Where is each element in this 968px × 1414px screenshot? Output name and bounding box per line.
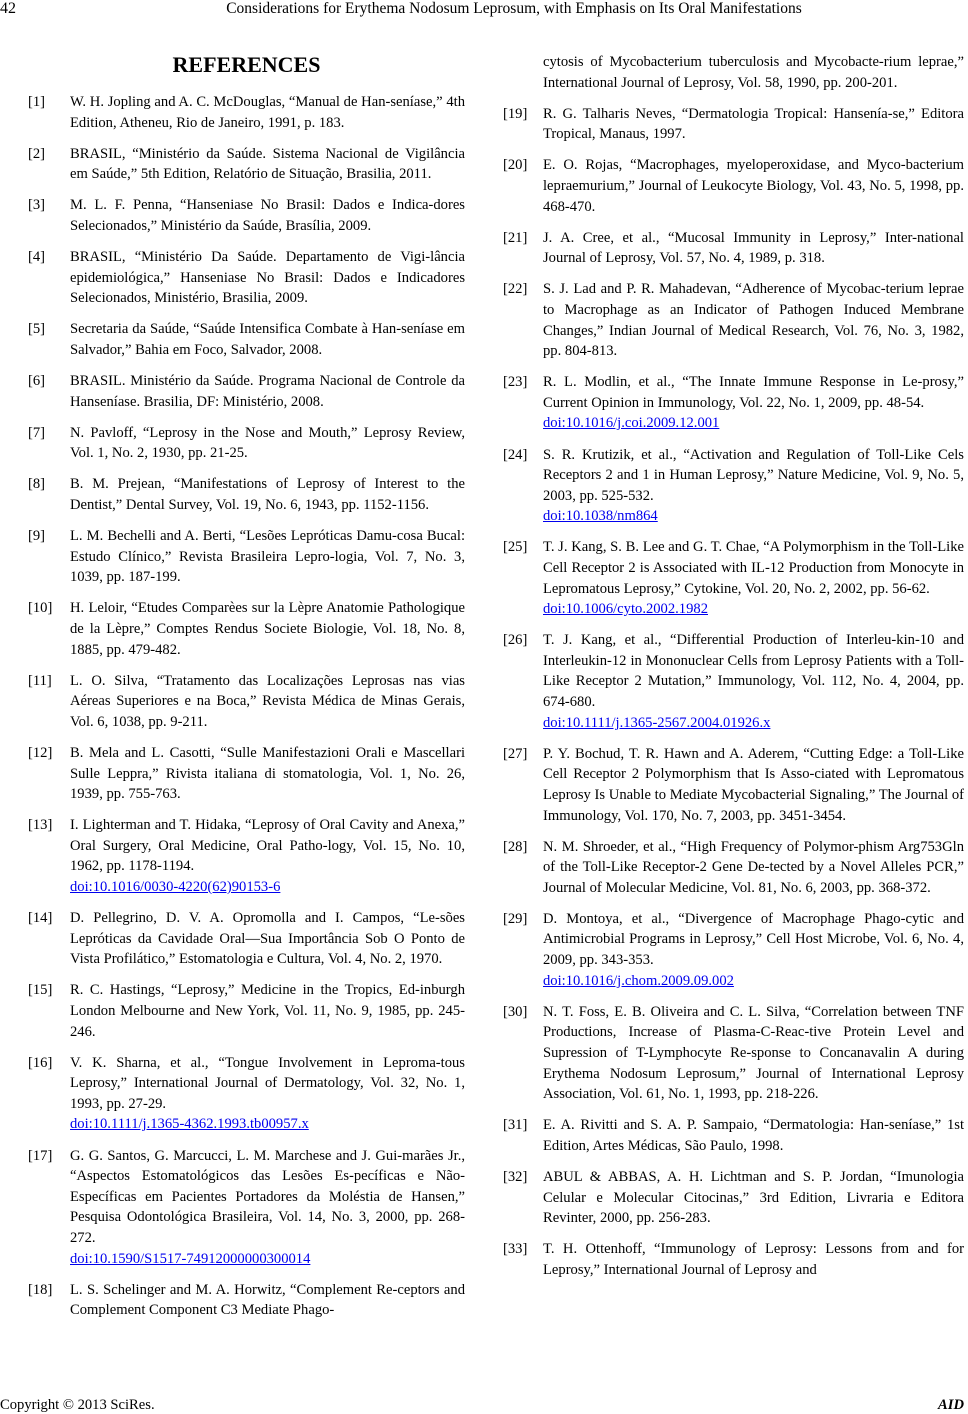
reference-text: T. J. Kang, S. B. Lee and G. T. Chae, “A Polymorphism in the Toll-Like Cell Receptor 2 is Associated with IL-12 Production from Monocyte in Lepromatous Leprosy,” Cytokine, Vol. 20, No. 2, 2002, pp. 56-62. <box>543 539 964 597</box>
reference-text: B. Mela and L. Casotti, “Sulle Manifestazioni Orali e Mascellari Sulle Leppra,” Rivista italiana di stomatologia, Vol. 1, No. 26, 1939, pp. 755-763. <box>70 744 465 803</box>
reference-text: N. Pavloff, “Leprosy in the Nose and Mouth,” Leprosy Review, Vol. 1, No. 2, 1930, pp. 21-25. <box>70 424 465 462</box>
reference-text: L. O. Silva, “Tratamento das Localizações Leprosas nas vias Aéreas Superiores e na Boca,” Revista Médica de Minas Gerais, Vol. 6, 1038, pp. 9-211. <box>70 672 465 730</box>
doi-link[interactable]: doi:10.1038/nm864 <box>543 508 658 525</box>
reference-number: [14] <box>28 910 53 927</box>
reference-text: V. K. Sharna, et al., “Tongue Involvement in Leproma-tous Leprosy,” International Journal of Dermatology, Vol. 32, No. 1, 1993, pp. 27-29. <box>70 1054 465 1112</box>
reference-item <box>28 980 465 1042</box>
reference-item <box>28 319 465 360</box>
reference-item <box>28 598 465 660</box>
reference-item <box>28 526 465 588</box>
reference-number: [2] <box>28 145 46 162</box>
reference-number: [10] <box>28 600 53 617</box>
reference-text: D. Montoya, et al., “Divergence of Macrophage Phago-cytic and Antimicrobial Programs in Leprosy,” Cell Host Microbe, Vol. 6, No. 4, 2009, pp. 343-353. <box>543 910 964 969</box>
doi-link[interactable]: doi:10.1016/j.chom.2009.09.002 <box>543 972 734 989</box>
reference-item <box>503 1002 964 1105</box>
reference-number: [33] <box>503 1241 528 1258</box>
reference-text: S. J. Lad and P. R. Mahadevan, “Adherence of Mycobac-terium leprae to Macrophage as an Indicator of Pathogen Induced Membrane Changes,” Indian Journal of Medical Research, Vol. 76, No. 3, 1982, pp. 804-813. <box>543 281 964 360</box>
reference-text: D. Pellegrino, D. V. A. Opromolla and I. Campos, “Le-sões Lepróticas da Cavidade Oral—Sua Importância Sob O Ponto de Vista Profilático,” Estomatologia e Cultura, Vol. 4, No. 2, 1970. <box>70 910 465 968</box>
reference-text: I. Lighterman and T. Hidaka, “Leprosy of Oral Cavity and Anexa,” Oral Surgery, Oral Medicine, Oral Patho-logy, Vol. 15, No. 10, 1962, pp. 1178-1194. <box>70 817 465 875</box>
reference-item <box>28 815 465 897</box>
reference-item <box>28 92 465 133</box>
reference-number: [24] <box>503 446 528 463</box>
doi-link[interactable]: doi:10.1006/cyto.2002.1982 <box>543 601 708 618</box>
reference-item <box>28 371 465 412</box>
reference-item <box>503 909 964 991</box>
reference-text: BRASIL, “Ministério da Saúde. Sistema Nacional de Vigilância em Saúde,” 5th Edition, Relatório de Situação, Brasilia, 2011. <box>70 145 465 183</box>
reference-number: [22] <box>503 281 528 298</box>
reference-number: [4] <box>28 249 46 266</box>
doi-link[interactable]: doi:10.1016/0030-4220(62)90153-6 <box>70 879 281 895</box>
doi-link[interactable]: doi:10.1111/j.1365-4362.1993.tb00957.x <box>70 1116 309 1133</box>
reference-number: [8] <box>28 476 46 493</box>
reference-text: S. R. Krutizik, et al., “Activation and Regulation of Toll-Like Cels Receptors 2 and 1 in Human Leprosy,” Nature Medicine, Vol. 9, No. 5, 2003, pp. 525-532. <box>543 446 964 504</box>
reference-number: [26] <box>503 632 528 649</box>
reference-text: R. C. Hastings, “Leprosy,” Medicine in the Tropics, Ed-inburgh London Melbourne and New York, Vol. 11, No. 9, 1985, pp. 245-246. <box>70 982 465 1040</box>
reference-item <box>503 1167 964 1229</box>
reference-item <box>503 104 964 145</box>
references-heading: REFERENCES <box>172 52 321 77</box>
reference-number: [3] <box>28 197 46 214</box>
reference-list-left <box>28 92 465 1321</box>
reference-number: [32] <box>503 1168 528 1185</box>
reference-text: BRASIL, “Ministério Da Saúde. Departamento de Vigi-lância epidemiológica,” Hanseniase No Brasil: Dados e Indicadores Selecionados, Ministério, Brasilia, 2009. <box>70 249 465 307</box>
reference-item <box>503 1239 964 1280</box>
reference-item <box>28 908 465 970</box>
reference-text: BRASIL. Ministério da Saúde. Programa Nacional de Controle da Hanseníase. Brasilia, DF: Ministério, 2008. <box>70 373 465 410</box>
reference-number: [12] <box>28 744 53 761</box>
reference-item <box>503 837 964 899</box>
reference-text: L. M. Bechelli and A. Berti, “Lesões Lepróticas Damu-cosa Bucal: Estudo Clínico,” Revista Brasileira Lepro-logia, Vol. 7, No. 3, 1039, pp. 187-199. <box>70 528 465 586</box>
reference-item <box>503 1115 964 1156</box>
reference-item <box>28 195 465 236</box>
reference-item <box>503 445 964 527</box>
reference-text: N. M. Shroeder, et al., “High Frequency of Polymor-phism Arg753Gln of the Toll-Like Receptor-2 Gene De-tected by a Novel Alleles PCR,” Journal of Molecular Medicine, Vol. 81, No. 6, 2003, pp. 368-372. <box>543 838 964 896</box>
reference-number: [15] <box>28 982 53 999</box>
reference-item <box>503 744 964 826</box>
reference-item <box>28 1053 465 1135</box>
reference-item <box>28 743 465 805</box>
reference-number: [5] <box>28 321 46 338</box>
reference-number: [17] <box>28 1147 53 1164</box>
reference-text: T. H. Ottenhoff, “Immunology of Leprosy: Lessons from and for Leprosy,” International Journal of Leprosy and <box>543 1241 964 1278</box>
reference-item <box>28 671 465 733</box>
reference-item <box>28 474 465 515</box>
reference-number: [21] <box>503 229 528 246</box>
reference-item <box>28 1146 465 1270</box>
reference-number: [18] <box>28 1281 53 1298</box>
reference-number: [20] <box>503 157 528 174</box>
reference-number: [7] <box>28 424 46 441</box>
reference-continuation: cytosis of Mycobacterium tuberculosis and Mycobacte-rium leprae,” International Journal of Leprosy, Vol. 58, 1990, pp. 200-201. <box>543 54 964 91</box>
reference-item <box>503 630 964 733</box>
reference-number: [1] <box>28 94 46 110</box>
doi-link[interactable]: doi:10.1590/S1517-74912000000300014 <box>70 1250 311 1267</box>
reference-number: [11] <box>28 672 52 689</box>
reference-text: R. G. Talharis Neves, “Dermatologia Tropical: Hansenía-se,” Editora Tropical, Manaus, 1997. <box>543 105 964 143</box>
reference-number: [9] <box>28 528 46 545</box>
right-column <box>503 52 964 1291</box>
page-number: 42 <box>0 0 16 17</box>
reference-number: [29] <box>503 910 528 927</box>
reference-number: [31] <box>503 1117 528 1134</box>
reference-item <box>28 423 465 464</box>
reference-text: J. A. Cree, et al., “Mucosal Immunity in Leprosy,” Inter-national Journal of Leprosy, Vol. 57, No. 4, 1989, p. 318. <box>543 229 964 267</box>
reference-text: T. J. Kang, et al., “Differential Production of Interleu-kin-10 and Interleukin-12 in Mononuclear Cells from Leprosy Patients with a Toll-Like Receptor 2 Mutation,” Immunology, Vol. 112, No. 4, 2004, pp. 674-680. <box>543 632 964 711</box>
footer-journal: AID <box>938 1397 964 1413</box>
reference-number: [27] <box>503 745 528 762</box>
reference-text: M. L. F. Penna, “Hanseniase No Brasil: Dados e Indica-dores Selecionados,” Ministério da Saúde, Brasília, 2009. <box>70 197 465 234</box>
reference-text: B. M. Prejean, “Manifestations of Leprosy of Interest to the Dentist,” Dental Survey, Vol. 19, No. 6, 1943, pp. 1152-1156. <box>70 476 465 513</box>
reference-item <box>503 155 964 217</box>
reference-text: N. T. Foss, E. B. Oliveira and C. L. Silva, “Correlation between TNF Productions, Increase of Plasma-C-Reac-tive Protein Level and Supression of T-Lymphocyte Re-sponse to Concanavalin A during Erythema Nodosum Leprosum,” Journal of International Leprosy Association, Vol. 61, No. 1, 1993, pp. 218-226. <box>543 1003 964 1103</box>
reference-text: W. H. Jopling and A. C. McDouglas, “Manual de Han-seníase,” 4th Edition, Atheneu, Rio de Janeiro, 1991, p. 183. <box>70 94 465 131</box>
reference-text: G. G. Santos, G. Marcucci, L. M. Marchese and J. Gui-marães Jr., “Aspectos Estomatológicos das Lesões Es-pecíficas e Não-Específicas em Pacientes Portadores da Moléstia de Hansen,” Pesquisa Odontológica Brasileira, Vol. 14, No. 3, 2000, pp. 268-272. <box>70 1147 465 1246</box>
reference-text: Secretaria da Saúde, “Saúde Intensifica Combate à Han-seníase em Salvador,” Bahia em Foco, Salvador, 2008. <box>70 321 465 358</box>
reference-text: H. Leloir, “Etudes Comparèes sur la Lèpre Anatomie Pathologique de la Lèpre,” Comptes Rendus Societe Biologie, Vol. 18, No. 8, 1885, pp. 479-482. <box>70 600 465 658</box>
reference-text: E. A. Rivitti and S. A. P. Sampaio, “Dermatologia: Han-seníase,” 1st Edition, Artes Médicas, São Paulo, 1998. <box>543 1117 964 1154</box>
reference-number: [23] <box>503 374 528 391</box>
reference-number: [28] <box>503 838 528 855</box>
doi-link[interactable]: doi:10.1016/j.coi.2009.12.001 <box>543 415 720 432</box>
reference-text: R. L. Modlin, et al., “The Innate Immune Response in Le-prosy,” Current Opinion in Immunology, Vol. 22, No. 1, 2009, pp. 48-54. <box>543 374 964 411</box>
reference-number: [16] <box>28 1054 53 1071</box>
reference-item <box>503 537 964 619</box>
reference-text: L. S. Schelinger and M. A. Horwitz, “Complement Re-ceptors and Complement Component C3 Mediate Phago- <box>70 1281 465 1319</box>
reference-item <box>503 372 964 434</box>
reference-number: [19] <box>503 105 528 122</box>
reference-item <box>28 144 465 185</box>
left-column <box>28 40 465 1331</box>
reference-text: P. Y. Bochud, T. R. Hawn and A. Aderem, “Cutting Edge: a Toll-Like Cell Receptor 2 Polymorphism that Is Asso-ciated with Lepromatous Leprosy Is Unable to Mediate Mycobacterial Signaling,” The Journal of Immunology, Vol. 170, No. 7, 2003, pp. 3451-3454. <box>543 745 964 824</box>
doi-link[interactable]: doi:10.1111/j.1365-2567.2004.01926.x <box>543 714 771 731</box>
reference-number: [30] <box>503 1003 528 1020</box>
reference-text: E. O. Rojas, “Macrophages, myeloperoxidase, and Myco-bacterium lepraemurium,” Journal of Leukocyte Biology, Vol. 43, No. 5, 1998, pp. 468-470. <box>543 157 964 215</box>
reference-item <box>503 279 964 361</box>
reference-number: [6] <box>28 373 46 390</box>
reference-list-right <box>503 104 964 1281</box>
reference-item <box>28 1280 465 1321</box>
reference-number: [13] <box>28 817 53 834</box>
reference-number: [25] <box>503 539 528 556</box>
footer-copyright: Copyright © 2013 SciRes. <box>0 1397 155 1413</box>
reference-item <box>28 247 465 309</box>
running-header: Considerations for Erythema Nodosum Leprosum, with Emphasis on Its Oral Manifestations <box>226 0 802 17</box>
reference-text: ABUL & ABBAS, A. H. Lichtman and S. P. Jordan, “Imunologia Celular e Molecular Citocinas,” 3rd Edition, Livraria e Editora Revinter, 2000, pp. 256-283. <box>543 1168 964 1227</box>
reference-item <box>503 228 964 269</box>
